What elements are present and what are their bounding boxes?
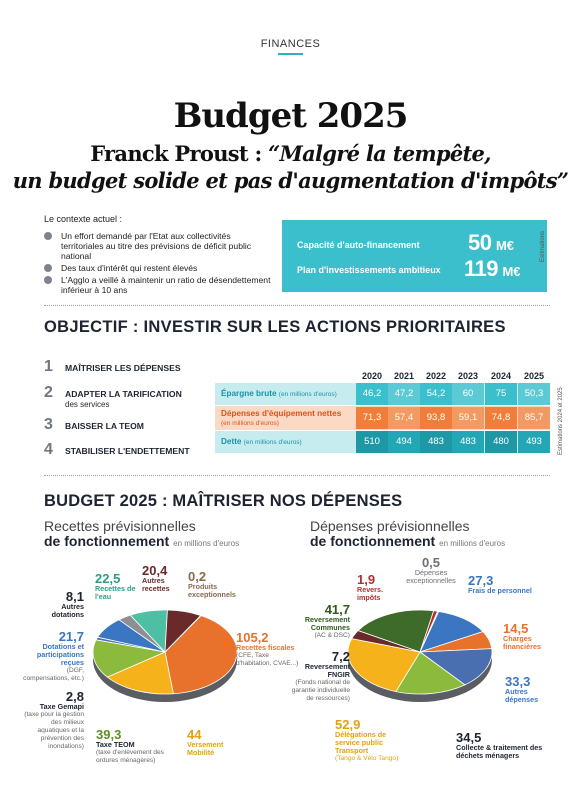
slice-name: Autres dotations (51, 602, 84, 619)
estimations-note: Estimations (540, 230, 546, 262)
slice-label (95, 572, 137, 601)
slice-name: Frais de personnel (468, 586, 532, 595)
slice-value: 22,5 (95, 571, 121, 586)
table-cell: 59,1 (452, 407, 484, 429)
slice-name: Autres recettes (142, 576, 170, 593)
slice-sub: (Tango & Vélo Tango) (335, 755, 399, 762)
table-row (215, 383, 550, 405)
slice-label (142, 564, 184, 593)
objective-text: STABILISER L'ENDETTEMENT (65, 446, 190, 456)
kpi-box (282, 220, 547, 292)
objective-text (65, 389, 182, 410)
pie-title-line1: Dépenses prévisionnelles (310, 518, 470, 534)
subtitle-quote-line2: un budget solide et pas d'augmentation d'impôts” (12, 168, 569, 193)
objective-number: 4 (44, 441, 53, 458)
table-cell: 54,2 (420, 383, 452, 405)
table-cell: 50,3 (518, 383, 550, 405)
kpi-figure (464, 256, 521, 282)
dotted-divider (44, 475, 550, 476)
slice-label (505, 675, 560, 704)
slice-value: 0,2 (188, 569, 207, 584)
slice-value: 41,7 (324, 602, 350, 617)
slice-value: 2,8 (65, 689, 84, 704)
table-cell: 493 (518, 431, 550, 453)
slice-name: Collecte & traitement des déchets ménagers (456, 743, 543, 760)
slice-value: 0,5 (421, 555, 441, 570)
slice-label (468, 574, 538, 595)
slice-name: Dotations et participations reçues (36, 642, 84, 667)
pie-title-recettes (44, 519, 239, 551)
table-cell: 85,7 (518, 407, 550, 429)
slice-name: Recettes fiscales (236, 643, 295, 652)
slice-value: 52,9 (335, 717, 361, 732)
year-header: 2020 (361, 371, 383, 381)
slice-value: 33,3 (505, 674, 531, 689)
row-label (221, 437, 302, 447)
slice-name: Recettes de l'eau (95, 584, 136, 601)
pie-slices (348, 610, 492, 694)
slice-name: Autres dépenses (505, 687, 539, 704)
slice-label (335, 718, 405, 763)
kpi-figure (468, 230, 514, 256)
kpi-value: 50 (468, 230, 492, 255)
objective-text: MAÎTRISER LES DÉPENSES (65, 363, 181, 373)
row-label-name: Épargne brute (221, 389, 277, 398)
table-cell: 74,8 (485, 407, 517, 429)
slice-value: 21,7 (58, 629, 84, 644)
pie-title-depenses (310, 519, 505, 551)
year-header: 2022 (425, 371, 447, 381)
row-label (221, 389, 337, 399)
slice-label (20, 690, 84, 751)
pie-chart-recettes (85, 590, 245, 720)
row-label-unit: (en millions d'euros) (278, 391, 337, 398)
slice-value: 39,3 (96, 727, 122, 742)
slice-label (398, 556, 464, 585)
slice-label (503, 622, 563, 651)
objective-text-main: ADAPTER LA TARIFICATION (65, 389, 182, 399)
slice-name: Reversement Communes (304, 615, 350, 632)
bullet-icon (44, 232, 52, 240)
table-cell: 93,8 (420, 407, 452, 429)
budget-title: BUDGET 2025 : MAÎTRISER NOS DÉPENSES (44, 492, 403, 510)
pie-title-bold: de fonctionnement (44, 533, 170, 549)
objective-number: 1 (44, 358, 53, 375)
slice-name: Délégations de service public Transport (335, 730, 387, 755)
subtitle-lead: Franck Proust : (90, 141, 269, 166)
slice-label (96, 728, 176, 765)
row-label-unit: (en millions d'euros) (221, 420, 279, 427)
slice-label (286, 650, 350, 703)
slice-label (20, 630, 84, 683)
slice-label (357, 573, 393, 602)
slice-value: 27,3 (468, 573, 494, 588)
objective-text-sub: des services (65, 400, 110, 409)
slice-label (187, 728, 247, 757)
table-cell: 57,4 (388, 407, 420, 429)
row-label-name: Dépenses d'équipement nettes (221, 409, 342, 418)
year-header: 2024 (490, 371, 512, 381)
objective-number: 2 (44, 384, 53, 401)
slice-value: 7,2 (331, 649, 350, 664)
slice-value: 14,5 (503, 621, 529, 636)
dotted-divider (44, 305, 550, 306)
pie-title-unit: en millions d'euros (439, 539, 506, 548)
bullet-icon (44, 264, 52, 272)
objective-text: BAISSER LA TEOM (65, 421, 144, 431)
table-cell: 483 (452, 431, 484, 453)
context-item (44, 275, 274, 295)
row-label-unit: (en millions d'euros) (243, 439, 302, 446)
slice-value: 20,4 (142, 563, 168, 578)
slice-value: 105,2 (236, 630, 269, 645)
table-row (215, 406, 550, 430)
pie-chart-depenses (340, 590, 500, 720)
year-header: 2023 (457, 371, 479, 381)
table-side-note: Estimations 2024 et 2025 (558, 387, 564, 455)
table-row (215, 431, 550, 453)
slice-name: Charges financières (503, 634, 541, 651)
slice-name: Versement Mobilité (187, 740, 224, 757)
slice-sub: (Fonds national de garantie individuelle de ressources) (291, 679, 350, 702)
slice-name: Taxe Gemapi (39, 702, 84, 711)
slice-name: Produits exceptionnels (188, 582, 236, 599)
year-header: 2025 (523, 371, 545, 381)
kpi-unit: M€ (495, 238, 514, 253)
pie-slices (93, 610, 237, 694)
row-label-name: Dette (221, 437, 242, 446)
context-item (44, 231, 274, 261)
section-underline (278, 53, 303, 55)
slice-sub: (taxe d'enlèvement des ordures ménagères) (96, 749, 164, 764)
context-item (44, 263, 274, 273)
bullet-icon (44, 276, 52, 284)
slice-value: 34,5 (456, 730, 482, 745)
slice-label (456, 731, 556, 760)
table-cell: 71,3 (356, 407, 388, 429)
table-cell: 480 (485, 431, 517, 453)
pie-title-unit: en millions d'euros (173, 539, 240, 548)
slice-name: Taxe TEOM (96, 740, 135, 749)
table-cell: 60 (452, 383, 484, 405)
slice-sub: (AC & DSC) (314, 632, 350, 639)
context-item-text: Des taux d'intérêt qui restent élevés (61, 263, 198, 273)
slice-name: Revers. impôts (357, 585, 383, 602)
table-cell: 510 (356, 431, 388, 453)
slice-sub: (taxe pour la gestion des milieux aquatiques et la prévention des inondations) (24, 711, 84, 750)
year-header: 2021 (393, 371, 415, 381)
slice-label (188, 570, 258, 599)
page-title: Budget 2025 (173, 96, 408, 136)
slice-value: 1,9 (357, 572, 376, 587)
table-cell: 494 (388, 431, 420, 453)
row-label (221, 409, 341, 428)
page-subtitle (0, 140, 581, 194)
slice-label (34, 590, 84, 619)
table-cell: 483 (420, 431, 452, 453)
table-cell: 75 (485, 383, 517, 405)
slice-name: Dépenses exceptionnelles (406, 568, 456, 585)
slice-value: 8,1 (65, 589, 84, 604)
slice-name: Reversement FNGIR (304, 662, 350, 679)
slice-label (288, 603, 350, 640)
section-label: FINANCES (260, 38, 321, 50)
table-cell: 46,2 (356, 383, 388, 405)
slice-value: 44 (187, 727, 202, 742)
slice-sub: (DGF, compensations, etc.) (23, 667, 84, 682)
subtitle-quote-line1: “Malgré la tempête, (268, 141, 491, 166)
slice-sub: (CFE, Taxe d'habitation, CVAE...) (236, 652, 299, 667)
kpi-value: 119 (464, 256, 498, 281)
kpi-unit: M€ (502, 264, 521, 279)
context-item-text: Un effort demandé par l'Etat aux collectivités territoriales au titre des prévisions de déficit public national (61, 231, 252, 261)
objective-number: 3 (44, 416, 53, 433)
pie-title-bold: de fonctionnement (310, 533, 436, 549)
pie-title-line1: Recettes prévisionnelles (44, 518, 196, 534)
context-label: Le contexte actuel : (44, 214, 123, 224)
kpi-label: Plan d'investissements ambitieux (297, 265, 441, 275)
table-cell: 47,2 (388, 383, 420, 405)
kpi-label: Capacité d'auto-financement (297, 240, 420, 250)
objective-title: OBJECTIF : INVESTIR SUR LES ACTIONS PRIORITAIRES (44, 318, 506, 336)
context-item-text: L'Agglo a veillé à maintenir un ratio de désendettement inférieur à 10 ans (61, 275, 271, 295)
